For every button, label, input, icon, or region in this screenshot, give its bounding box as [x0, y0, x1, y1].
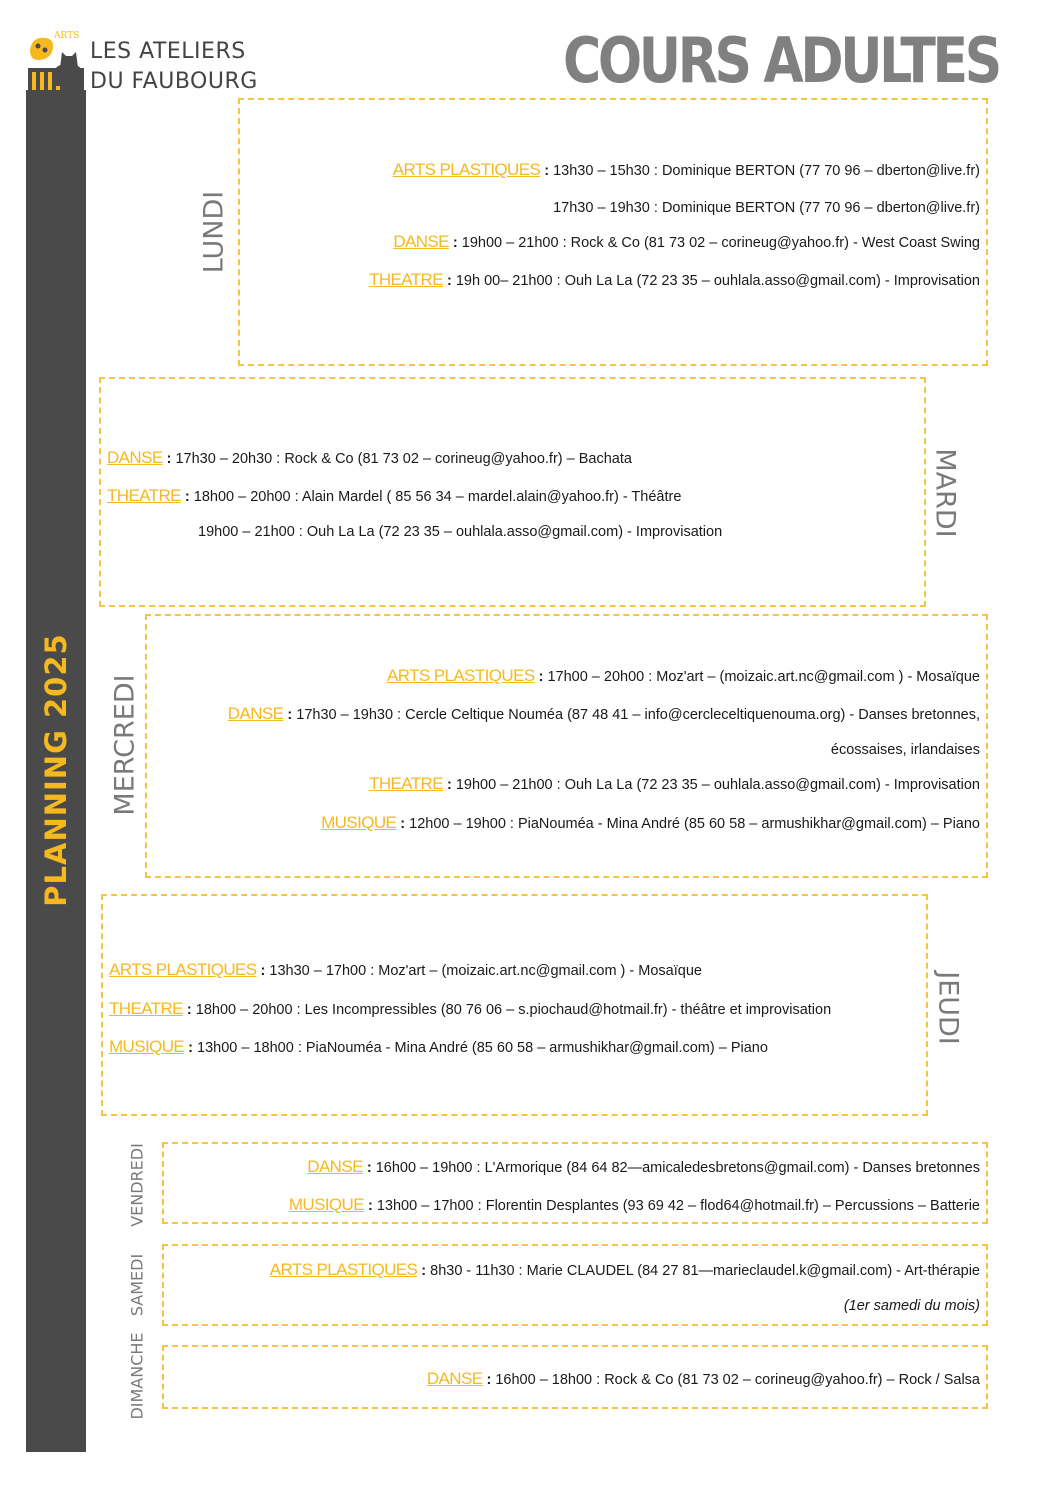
course-details: 13h30 – 17h00 : Moz'art – (moizaic.art.nc@gmail.com ) - Mosaïque — [269, 963, 702, 979]
category-label: ARTS PLASTIQUES — [392, 160, 541, 179]
course-details: 17h30 – 20h30 : Rock & Co (81 73 02 – corineug@yahoo.fr) – Bachata — [175, 451, 632, 467]
list-item: THEATRE : 18h00 – 20h00 : Les Incompressibles (80 76 06 – s.piochaud@hotmail.fr) - théâtre et improvisation — [109, 999, 832, 1018]
logo-line-1: LES ATELIERS — [90, 39, 246, 64]
samedi-box — [162, 1244, 988, 1326]
course-details: 16h00 – 18h00 : Rock & Co (81 73 02 – corineug@yahoo.fr) – Rock / Salsa — [495, 1372, 980, 1388]
category-label: DANSE — [307, 1157, 363, 1176]
dimanche-box — [162, 1345, 988, 1409]
list-item: MUSIQUE : 13h00 – 18h00 : PiaNouméa - Mina André (85 60 58 – armushikhar@gmail.com) – Piano — [109, 1037, 768, 1056]
day-label-samedi: SAMEDI — [127, 1253, 147, 1317]
category-label: DANSE — [393, 232, 449, 251]
list-item: THEATRE : 18h00 – 20h00 : Alain Mardel ( 85 56 34 – mardel.alain@yahoo.fr) - Théâtre — [107, 486, 682, 505]
logo-icon — [26, 30, 88, 92]
lundi-box — [238, 98, 988, 366]
course-details: écossaises, irlandaises — [830, 742, 980, 758]
planning-year-label: PLANNING 2025 — [39, 633, 73, 907]
day-label-dimanche: DIMANCHE — [127, 1332, 147, 1420]
day-label-mercredi: MERCREDI — [109, 674, 141, 816]
day-label-jeudi: JEUDI — [932, 971, 964, 1045]
course-details: 13h00 – 18h00 : PiaNouméa - Mina André (85 60 58 – armushikhar@gmail.com) – Piano — [197, 1040, 768, 1056]
category-label: MUSIQUE — [109, 1037, 185, 1056]
logo-text — [90, 37, 258, 97]
course-details: 12h00 – 19h00 : PiaNouméa - Mina André (85 60 58 – armushikhar@gmail.com) – Piano — [409, 816, 980, 832]
list-item: THEATRE : 19h00 – 21h00 : Ouh La La (72 23 35 – ouhlala.asso@gmail.com) - Improvisation — [369, 774, 980, 793]
list-item: DANSE : 16h00 – 19h00 : L'Armorique (84 64 82—amicaledesbretons@gmail.com) - Danses bretonnes — [307, 1157, 980, 1176]
vendredi-box — [162, 1142, 988, 1224]
day-label-mardi: MARDI — [929, 448, 961, 538]
day-label-vendredi: VENDREDI — [127, 1143, 147, 1227]
course-details: 17h30 – 19h30 : Dominique BERTON (77 70 96 – dberton@live.fr) — [553, 200, 980, 216]
course-details: 17h30 – 19h30 : Cercle Celtique Nouméa (87 48 41 – info@cercleceltiquenouma.org) - Danses bretonnes, — [296, 707, 980, 723]
category-label: THEATRE — [369, 774, 443, 793]
mercredi-box — [145, 614, 988, 878]
category-label: THEATRE — [107, 486, 181, 505]
list-item: ARTS PLASTIQUES : 8h30 - 11h30 : Marie CLAUDEL (84 27 81—marieclaudel.k@gmail.com) - Art-thérapie — [269, 1260, 980, 1279]
category-label: ARTS PLASTIQUES — [387, 666, 535, 685]
course-details: 18h00 – 20h00 : Alain Mardel ( 85 56 34 – mardel.alain@yahoo.fr) - Théâtre — [193, 489, 682, 505]
logo-badge-text: ARTS — [54, 31, 80, 41]
course-details: 13h30 – 15h30 : Dominique BERTON (77 70 96 – dberton@live.fr) — [553, 163, 980, 179]
course-details: 19h00 – 21h00 : Ouh La La (72 23 35 – ouhlala.asso@gmail.com) - Improvisation — [198, 524, 723, 540]
list-item — [553, 198, 980, 218]
category-label: MUSIQUE — [321, 813, 397, 832]
category-label: THEATRE — [109, 999, 183, 1018]
list-item: DANSE : 17h30 – 20h30 : Rock & Co (81 73 02 – corineug@yahoo.fr) – Bachata — [107, 448, 632, 467]
list-item — [831, 740, 980, 760]
course-details: 16h00 – 19h00 : L'Armorique (84 64 82—amicaledesbretons@gmail.com) - Danses bretonnes — [375, 1160, 980, 1176]
category-label: ARTS PLASTIQUES — [269, 1260, 418, 1279]
course-note: (1er samedi du mois) — [843, 1298, 980, 1314]
course-details: 19h00 – 21h00 : Ouh La La (72 23 35 – ouhlala.asso@gmail.com) - Improvisation — [455, 777, 980, 793]
jeudi-box — [101, 894, 928, 1116]
list-item: ARTS PLASTIQUES : 13h30 – 15h30 : Dominique BERTON (77 70 96 – dberton@live.fr) — [392, 160, 980, 179]
list-item: THEATRE : 19h 00– 21h00 : Ouh La La (72 23 35 – ouhlala.asso@gmail.com) - Improvisation — [369, 270, 980, 289]
course-details: 13h00 – 17h00 : Florentin Desplantes (93 69 42 – flod64@hotmail.fr) – Percussions – Batterie — [376, 1198, 980, 1214]
list-item: DANSE : 17h30 – 19h30 : Cercle Celtique Nouméa (87 48 41 – info@cercleceltiquenouma.org) - Danses bretonnes, — [227, 704, 980, 723]
course-details: 19h00 – 21h00 : Rock & Co (81 73 02 – corineug@yahoo.fr) - West Coast Swing — [461, 235, 980, 251]
page-title: COURS ADULTES — [563, 24, 999, 97]
category-label: THEATRE — [369, 270, 443, 289]
category-label: DANSE — [426, 1369, 483, 1388]
course-details: 19h 00– 21h00 : Ouh La La (72 23 35 – ouhlala.asso@gmail.com) - Improvisation — [455, 273, 980, 289]
category-label: MUSIQUE — [288, 1195, 364, 1214]
logo-line-2: DU FAUBOURG — [90, 69, 258, 94]
list-item: MUSIQUE : 13h00 – 17h00 : Florentin Desplantes (93 69 42 – flod64@hotmail.fr) – Percussions – Batterie — [288, 1195, 980, 1214]
category-label: DANSE — [107, 448, 163, 467]
course-details: 8h30 - 11h30 : Marie CLAUDEL (84 27 81—marieclaudel.k@gmail.com) - Art-thérapie — [430, 1263, 980, 1279]
course-details: 17h00 – 20h00 : Moz'art – (moizaic.art.nc@gmail.com ) - Mosaïque — [547, 669, 980, 685]
list-item: ARTS PLASTIQUES : 13h30 – 17h00 : Moz'art – (moizaic.art.nc@gmail.com ) - Mosaïque — [109, 960, 702, 979]
list-item: DANSE : 19h00 – 21h00 : Rock & Co (81 73 02 – corineug@yahoo.fr) - West Coast Swing — [393, 232, 980, 251]
list-item — [844, 1296, 980, 1316]
mardi-box — [99, 377, 926, 607]
course-details: 18h00 – 20h00 : Les Incompressibles (80 76 06 – s.piochaud@hotmail.fr) - théâtre et improvisation — [195, 1002, 832, 1018]
list-item — [198, 522, 722, 542]
day-label-lundi: LUNDI — [198, 190, 230, 274]
list-item: DANSE : 16h00 – 18h00 : Rock & Co (81 73 02 – corineug@yahoo.fr) – Rock / Salsa — [426, 1369, 980, 1388]
list-item: ARTS PLASTIQUES : 17h00 – 20h00 : Moz'art – (moizaic.art.nc@gmail.com ) - Mosaïque — [387, 666, 980, 685]
list-item: MUSIQUE : 12h00 – 19h00 : PiaNouméa - Mina André (85 60 58 – armushikhar@gmail.com) – Piano — [321, 813, 980, 832]
category-label: DANSE — [227, 704, 284, 723]
category-label: ARTS PLASTIQUES — [109, 960, 257, 979]
